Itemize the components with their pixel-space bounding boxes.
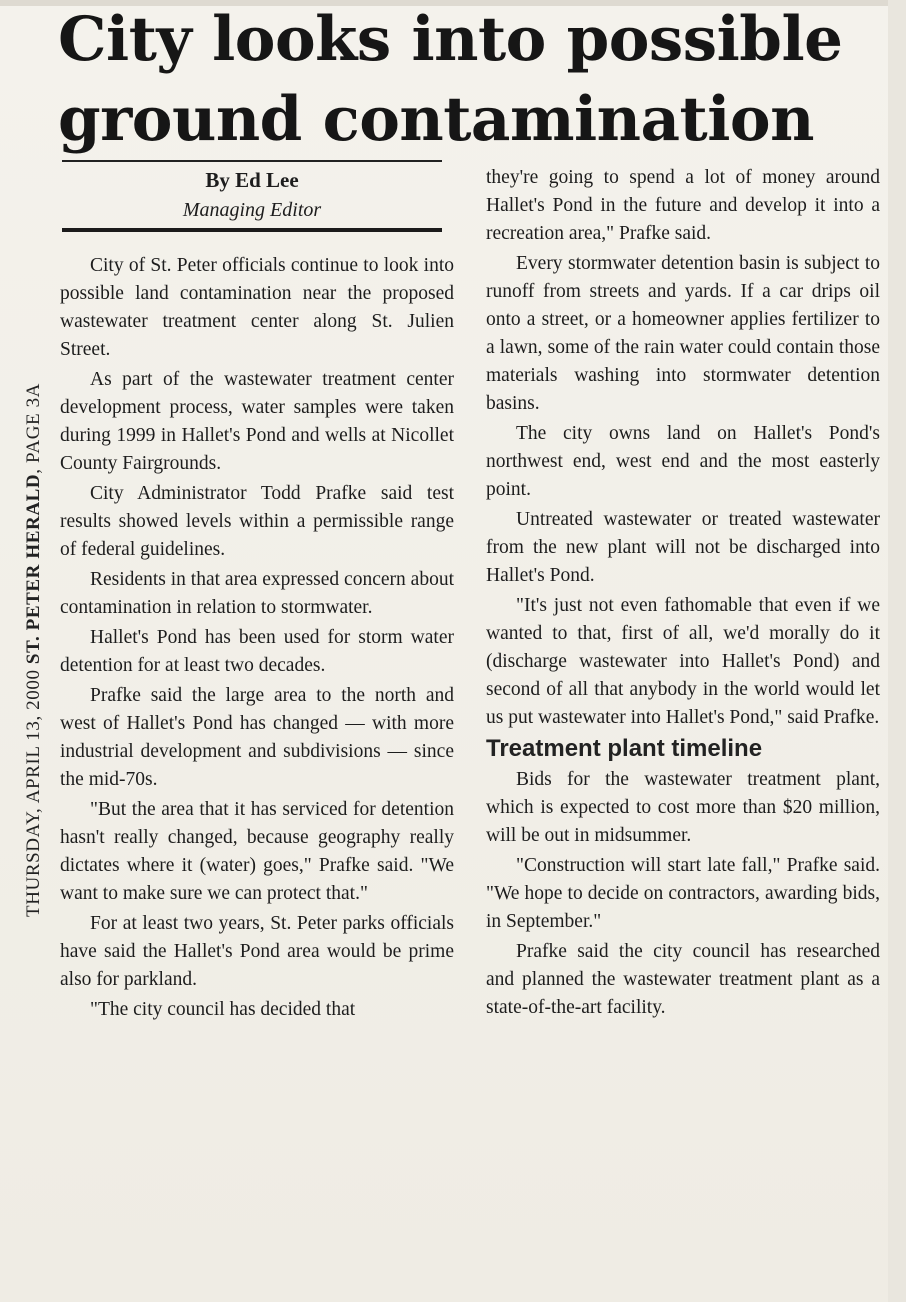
paragraph: City of St. Peter officials continue to look into possible land contamination near the proposed wastewater treatment center along St. Julien Street. [60, 255, 454, 360]
headline-line-1: City looks into possible [58, 4, 843, 75]
right-column [486, 164, 880, 1022]
folio-date: THURSDAY, APRIL 13, 2000 [23, 669, 44, 917]
folio-page: , PAGE 3A [23, 383, 44, 474]
paragraph: "It's just not even fathomable that even if we wanted to that, first of all, we'd morally do it (discharge wastewater into Hallet's Pond) and second of all that anybody in the world would let us put wastewater into Hallet's Pond," said Prafke. [486, 595, 880, 728]
paper-edge-right [888, 0, 906, 1302]
paragraph: As part of the wastewater treatment center development process, water samples were taken during 1999 in Hallet's Pond and wells at Nicollet County Fairgrounds. [60, 369, 454, 474]
paragraph: Bids for the wastewater treatment plant, which is expected to cost more than $20 million, will be out in midsummer. [486, 769, 880, 846]
byline: By Ed Lee [205, 168, 299, 192]
headline [58, 0, 898, 160]
byline-rule-bottom [62, 228, 442, 232]
headline-line-2: ground contamination [58, 84, 814, 155]
paragraph: Prafke said the city council has researched and planned the wastewater treatment plant as a state-of-the-art facility. [486, 941, 880, 1018]
byline-rule-top [62, 160, 442, 162]
paragraph: "Construction will start late fall," Prafke said. "We hope to decide on contractors, awarding bids, in September." [486, 855, 880, 932]
paragraph: Untreated wastewater or treated wastewater from the new plant will not be discharged into Hallet's Pond. [486, 509, 880, 586]
folio-line [20, 170, 48, 1130]
paragraph: "But the area that it has serviced for detention hasn't really changed, because geography really dictates where it (water) goes," Prafke said. "We want to make sure we can protect that." [60, 799, 454, 904]
paragraph: Every stormwater detention basin is subject to runoff from streets and yards. If a car drips oil onto a street, or a homeowner applies fertilizer to a lawn, some of the rain water could contain those materials washing into stormwater detention basins. [486, 253, 880, 414]
paragraph: The city owns land on Hallet's Pond's northwest end, west end and the most easterly point. [486, 423, 880, 500]
folio-paper-name: ST. PETER HERALD [23, 473, 44, 665]
paragraph: Hallet's Pond has been used for storm water detention for at least two decades. [60, 627, 454, 676]
paragraph: "The city council has decided that [90, 999, 356, 1020]
paragraph: City Administrator Todd Prafke said test results showed levels within a permissible range of federal guidelines. [60, 483, 454, 560]
paragraph-continuation: they're going to spend a lot of money around Hallet's Pond in the future and develop it into a recreation area," Prafke said. [486, 167, 880, 244]
byline-title: Managing Editor [182, 199, 322, 221]
paragraph: Prafke said the large area to the north and west of Hallet's Pond has changed — with more industrial development and subdivisions — since the mid-70s. [60, 685, 454, 790]
paragraph: For at least two years, St. Peter parks officials have said the Hallet's Pond area would be prime also for parkland. [60, 913, 454, 990]
paragraph: Residents in that area expressed concern about contamination in relation to stormwater. [60, 569, 454, 618]
subheading: Treatment plant timeline [486, 735, 763, 762]
left-column [60, 252, 454, 1024]
